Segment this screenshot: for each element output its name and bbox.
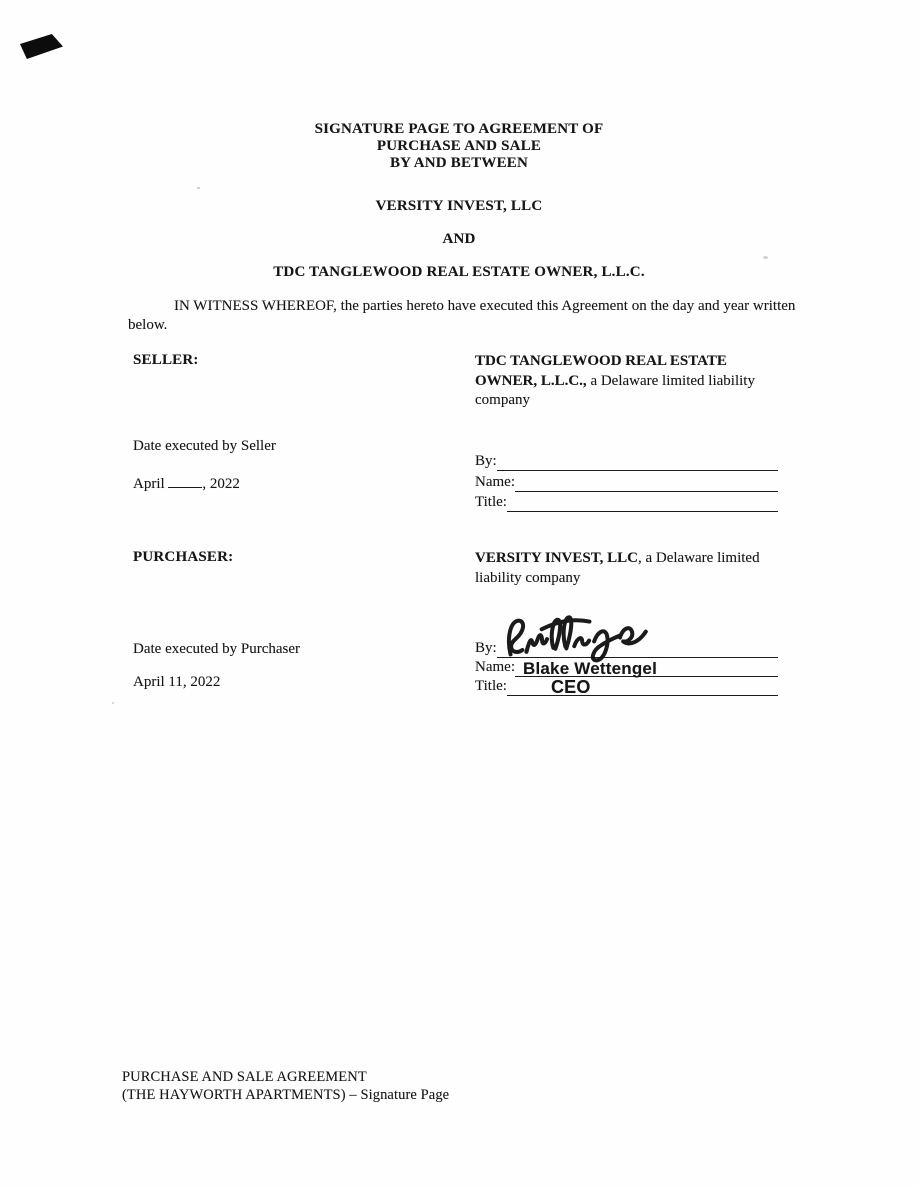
seller-date-value bbox=[133, 475, 240, 493]
witness-paragraph: IN WITNESS WHEREOF, the parties hereto have executed this Agreement on the day and year written below. bbox=[128, 298, 796, 333]
seller-name-row bbox=[475, 474, 778, 492]
seller-role-label: SELLER: bbox=[133, 352, 199, 368]
seller-date-blank-line bbox=[168, 475, 202, 488]
seller-by-signature-line bbox=[497, 453, 778, 471]
purchaser-role-label: PURCHASER: bbox=[133, 549, 234, 565]
seller-name-label: Name: bbox=[475, 474, 515, 490]
purchaser-handwritten-signature bbox=[501, 607, 655, 668]
purchaser-title-label: Title: bbox=[475, 678, 507, 694]
seller-date-label: Date executed by Seller bbox=[133, 438, 276, 454]
seller-title-row bbox=[475, 494, 778, 512]
parties-conjunction: AND bbox=[442, 231, 476, 247]
purchaser-date-value: April 11, 2022 bbox=[133, 674, 221, 690]
purchaser-date-label: Date executed by Purchaser bbox=[133, 641, 301, 657]
purchaser-title-line bbox=[507, 678, 778, 696]
seller-by-row bbox=[475, 453, 778, 471]
seller-date-month: April bbox=[133, 476, 165, 492]
purchaser-title-value: CEO bbox=[550, 677, 591, 697]
purchaser-title-row bbox=[475, 678, 778, 696]
purchaser-name-label: Name: bbox=[475, 659, 515, 675]
purchaser-entity-name: VERSITY INVEST, LLC bbox=[475, 550, 638, 566]
footer-property-page-label: (THE HAYWORTH APARTMENTS) – Signature Page bbox=[122, 1087, 450, 1103]
party2-name: TDC TANGLEWOOD REAL ESTATE OWNER, L.L.C. bbox=[273, 264, 645, 280]
footer-agreement-name: PURCHASE AND SALE AGREEMENT bbox=[122, 1069, 367, 1085]
seller-entity bbox=[475, 352, 787, 411]
seller-title-label: Title: bbox=[475, 494, 507, 510]
document-title-line-2: PURCHASE AND SALE bbox=[376, 138, 542, 154]
document-title-line-3: BY AND BETWEEN bbox=[389, 155, 529, 171]
document-title-line-1: SIGNATURE PAGE TO AGREEMENT OF bbox=[314, 121, 604, 137]
seller-by-label: By: bbox=[475, 453, 497, 469]
purchaser-entity bbox=[475, 549, 787, 588]
seller-date-year: , 2022 bbox=[202, 476, 240, 492]
seller-name-line bbox=[515, 474, 778, 492]
scan-artifact-corner-mark bbox=[20, 34, 63, 59]
seller-entity-description: a Delaware limited liability company bbox=[475, 372, 755, 408]
purchaser-entity-description: , a Delaware limited liability company bbox=[475, 550, 760, 586]
party1-name: VERSITY INVEST, LLC bbox=[375, 198, 543, 214]
scan-speck bbox=[197, 187, 200, 189]
scan-speck bbox=[112, 702, 114, 704]
purchaser-by-label: By: bbox=[475, 640, 497, 656]
seller-entity-name: TDC TANGLEWOOD REAL ESTATE OWNER, L.L.C., bbox=[475, 353, 727, 389]
purchaser-name-value: Blake Wettengel bbox=[522, 659, 657, 678]
seller-title-line bbox=[507, 494, 778, 512]
scan-speck bbox=[763, 256, 768, 259]
